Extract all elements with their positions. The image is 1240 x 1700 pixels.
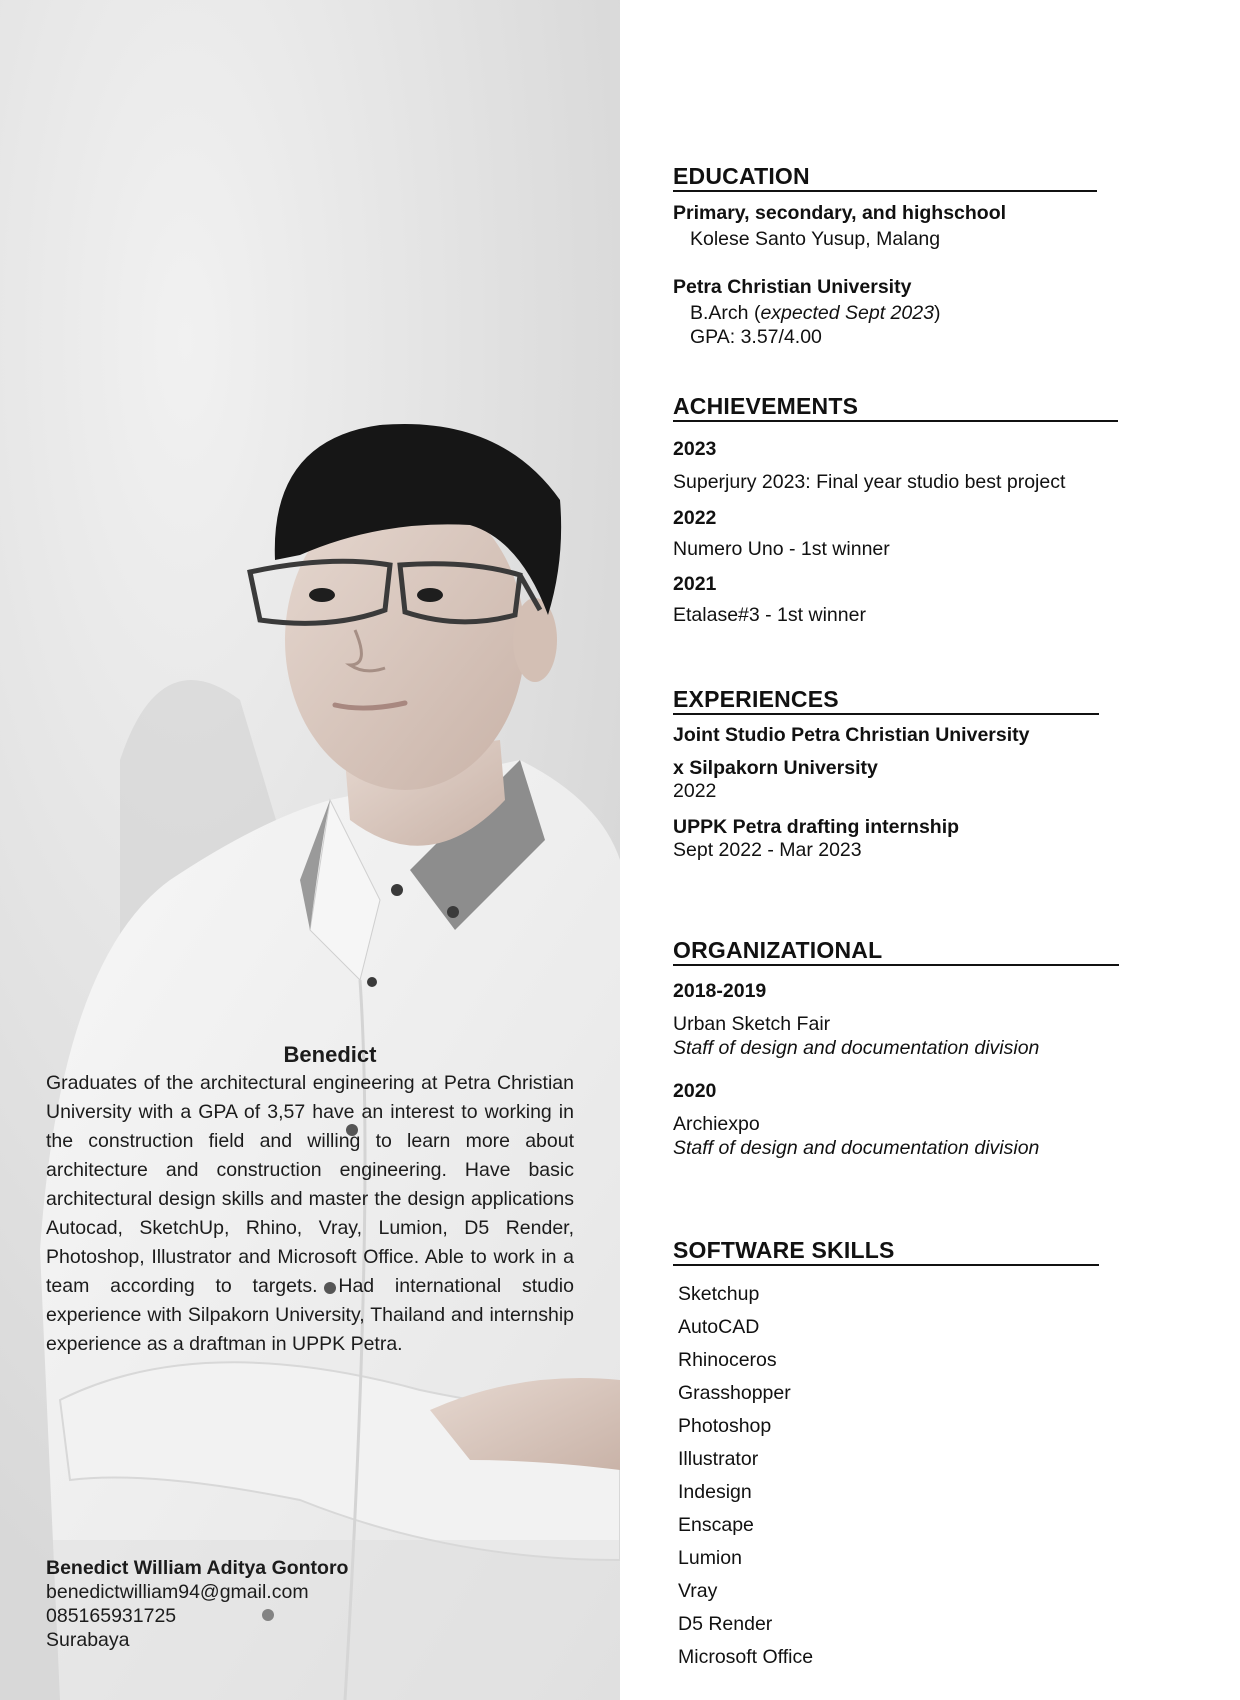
experience-title: UPPK Petra drafting internship xyxy=(673,816,960,838)
contact-email[interactable]: benedictwilliam94@gmail.com xyxy=(46,1581,309,1603)
education-heading: EDUCATION xyxy=(673,163,1097,192)
education-item-title: Petra Christian University xyxy=(673,276,912,298)
organization-role: Staff of design and documentation division xyxy=(673,1137,1040,1159)
skill-item: Microsoft Office xyxy=(678,1646,814,1668)
degree-name: B.Arch xyxy=(690,302,749,324)
achievement-text: Etalase#3 - 1st winner xyxy=(673,604,866,626)
degree-note: expected Sept 2023 xyxy=(760,302,934,324)
skill-item: AutoCAD xyxy=(678,1316,760,1338)
contact-full-name: Benedict William Aditya Gontoro xyxy=(46,1557,349,1579)
organizational-section xyxy=(673,937,1119,1177)
education-section xyxy=(673,163,1097,363)
achievement-year: 2021 xyxy=(673,573,717,595)
experiences-section xyxy=(673,686,1099,876)
experience-title: Joint Studio Petra Christian University xyxy=(673,724,1030,746)
experience-title-cont: x Silpakorn University xyxy=(673,757,878,779)
skill-item: Grasshopper xyxy=(678,1382,791,1404)
organization-year: 2020 xyxy=(673,1080,717,1102)
achievement-text: Numero Uno - 1st winner xyxy=(673,538,890,560)
software-skills-heading: SOFTWARE SKILLS xyxy=(673,1237,1099,1266)
achievements-section xyxy=(673,393,1118,633)
education-item-line: Kolese Santo Yusup, Malang xyxy=(690,228,941,250)
software-skills-section xyxy=(673,1237,1099,1677)
skill-item: Enscape xyxy=(678,1514,754,1536)
achievement-year: 2023 xyxy=(673,438,717,460)
experiences-heading: EXPERIENCES xyxy=(673,686,1099,715)
skill-item: Indesign xyxy=(678,1481,752,1503)
achievement-text: Superjury 2023: Final year studio best project xyxy=(673,471,1066,493)
skill-item: Rhinoceros xyxy=(678,1349,777,1371)
contact-phone: 085165931725 xyxy=(46,1605,177,1627)
skill-item: Illustrator xyxy=(678,1448,759,1470)
contact-block xyxy=(46,1556,348,1652)
organization-name: Urban Sketch Fair xyxy=(673,1013,831,1035)
achievements-heading: ACHIEVEMENTS xyxy=(673,393,1118,422)
resume-column xyxy=(620,0,1240,1700)
education-gpa: GPA: 3.57/4.00 xyxy=(690,326,822,348)
experience-date: 2022 xyxy=(673,780,717,802)
contact-city: Surabaya xyxy=(46,1629,130,1651)
bio-paragraph: Graduates of the architectural engineering at Petra Christian University with a GPA of 3,57 have an interest to working in the construction field and willing to learn more about architecture and construction engineering. Have basic architectural design skills and master the design applications Autocad, SketchUp, Rhino, Vray, Lumion, D5 Render, Photoshop, Illustrator and Microsoft Office. Able to work in a team according to targets. Had international studio experience with Silpakorn University, Thailand and internship experience as a draftman in UPPK Petra. xyxy=(46,1072,574,1355)
education-degree: B.Arch (expected Sept 2023) xyxy=(690,302,941,324)
education-item-title: Primary, secondary, and highschool xyxy=(673,202,1007,224)
skill-item: Vray xyxy=(678,1580,718,1602)
skill-item: D5 Render xyxy=(678,1613,773,1635)
organization-name: Archiexpo xyxy=(673,1113,760,1135)
achievement-year: 2022 xyxy=(673,507,717,529)
organization-year: 2018-2019 xyxy=(673,980,767,1002)
skill-item: Photoshop xyxy=(678,1415,772,1437)
bio-name: Benedict xyxy=(283,1042,377,1067)
experience-date: Sept 2022 - Mar 2023 xyxy=(673,839,862,861)
organization-role: Staff of design and documentation division xyxy=(673,1037,1040,1059)
bio-block xyxy=(46,1040,574,1359)
skill-item: Sketchup xyxy=(678,1283,760,1305)
skill-item: Lumion xyxy=(678,1547,742,1569)
organizational-heading: ORGANIZATIONAL xyxy=(673,937,1119,966)
